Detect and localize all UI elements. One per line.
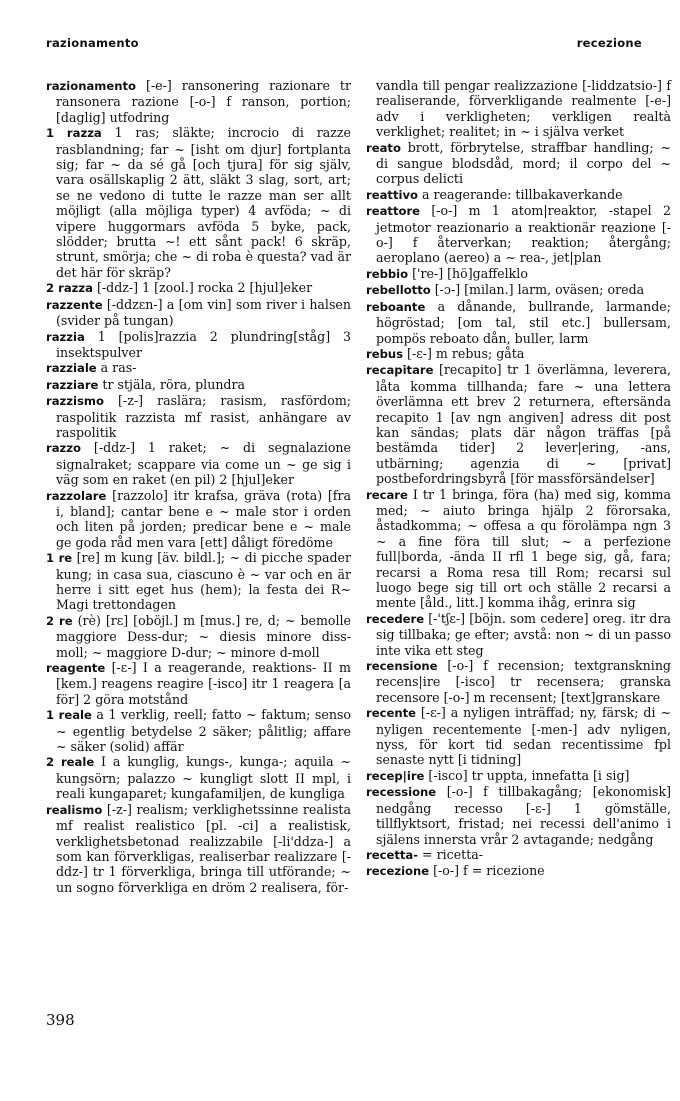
- entry-definition: [-isco] tr uppta, innefatta [i sig]: [424, 767, 630, 783]
- entry-headword: recezione: [366, 864, 430, 879]
- entry-headword: 1 reale: [46, 708, 92, 723]
- dictionary-entry: [46, 329, 351, 361]
- entry-definition: a reagerande: tillbakaverkande: [418, 186, 623, 202]
- dictionary-entry: [366, 187, 671, 203]
- dictionary-entry: [46, 125, 351, 280]
- left-column: [46, 78, 351, 895]
- entry-definition: I tr 1 bringa, föra (ha) med sig, komma med; ~ aiuto bringa hjälp 2 förorsaka, åstadkomma; ~ offesa a qu förolämpa ngn 3 ~ a fine föra till slut; ~ a perfezione full|borda, -ända II rfl 1 bege sig, gå, fara; recarsi a Roma resa till Rom; recarsi sul luogo bege sig till ort och ställe 2 recarsi a mente [åld., litt.] komma ihåg, erinra sig: [376, 486, 671, 611]
- entry-definition: [-o-] f = ricezione: [429, 863, 545, 879]
- entry-definition: [razzolo] itr krafsa, gräva (rota) [fra i, bland]; cantar bene e ~ male stor i orden och liten på jorden; predicar bene e ~ male ge goda råd men vara [ett] dåligt föredöme: [56, 487, 351, 550]
- dictionary-entry: [366, 203, 671, 266]
- entry-headword: recente: [366, 706, 416, 721]
- dictionary-entry: [46, 707, 351, 754]
- entry-definition: a 1 verklig, reell; fatto ~ faktum; senso ~ egentlig betydelse 2 säker; pålitlig; affare ~ säker (solid) affär: [56, 707, 351, 755]
- entry-headword: razziale: [46, 361, 97, 376]
- dictionary-entry: [366, 346, 671, 362]
- entry-headword: razzolare: [46, 488, 107, 503]
- entry-definition: [-o-] f tillbakagång; [ekonomisk] nedgång recesso [-ɛ-] 1 gömställe, tillflyktsort, fristad; nei recessi dell'animo i själens innersta vrår 2 avtagande; nedgång: [376, 784, 671, 847]
- entry-headword: razziare: [46, 377, 99, 392]
- entry-definition: [-e-] ransonering razionare tr ransonera razione [-o-] f ranson, portion; [daglig] utfodring: [56, 78, 351, 125]
- entry-definition: [-ɛ-] I a reagerande, reaktions- II m [kem.] reagens reagire [-isco] itr 1 reagera [a för] 2 göra motstånd: [56, 660, 351, 707]
- entry-definition: [-z-] realism; verklighetssinne realista mf realist realistico [pl. -ci] a realistisk, verklighetsbetonad realizzabile [-li'ddza-] a som kan förverkligas, realiserbar realizzare [-ddz-] tr 1 förverkliga, bringa till utförande; ~ un sogno förverkliga en dröm 2 realisera, för-: [56, 801, 351, 895]
- entry-headword: rebbio: [366, 266, 409, 281]
- dictionary-entry: [46, 393, 351, 440]
- entry-headword: 2 reale: [46, 755, 95, 770]
- entry-definition: [-ɛ-] m rebus; gåta: [403, 345, 525, 361]
- dictionary-entry: [46, 440, 351, 487]
- entry-definition: [-ddz-] 1 [zool.] rocka 2 [hjul]eker: [92, 280, 313, 296]
- dictionary-entry: [366, 863, 671, 879]
- entry-headword: rebellotto: [366, 283, 431, 298]
- dictionary-entry: [366, 611, 671, 658]
- entry-headword: recare: [366, 487, 408, 502]
- dictionary-entry: [46, 754, 351, 801]
- entry-headword: 2 re: [46, 613, 73, 628]
- dictionary-entry: [366, 658, 671, 705]
- entry-definition: [-ɔ-] [milan.] larm, oväsen; oreda: [430, 282, 645, 298]
- entry-headword: recapitare: [366, 363, 434, 378]
- entry-headword: razzo: [46, 441, 82, 456]
- entry-headword: reato: [366, 140, 401, 155]
- entry-headword: recessione: [366, 785, 437, 800]
- dictionary-entry: [46, 377, 351, 393]
- dictionary-entry: [46, 660, 351, 707]
- dictionary-entry: [46, 488, 351, 551]
- dictionary-entry: [366, 282, 671, 298]
- entry-headword: razzismo: [46, 394, 104, 409]
- running-header: [46, 36, 642, 50]
- entry-headword: reattivo: [366, 187, 418, 202]
- header-left-guideword: razionamento: [46, 36, 139, 50]
- dictionary-entry: [46, 550, 351, 613]
- entry-headword: realismo: [46, 802, 103, 817]
- dictionary-entry: [366, 847, 671, 863]
- entry-definition: (rè) [rɛ] [oböjl.] m [mus.] re, d; ~ bemolle maggiore Dess-dur; ~ diesis minore diss-moll; ~ maggiore D-dur; ~ minore d-moll: [56, 612, 352, 660]
- entry-definition: tr stjäla, röra, plundra: [98, 376, 246, 392]
- entry-definition: 1 [polis]razzia 2 plundring[ståg] 3 insektspulver: [56, 328, 351, 360]
- entry-headword: 1 re: [46, 551, 73, 566]
- entry-headword: razzia: [46, 329, 85, 344]
- entry-definition: a ras-: [96, 360, 137, 376]
- dictionary-entry: [46, 78, 351, 125]
- entry-definition: [-ɛ-] a nyligen inträffad; ny, färsk; di ~ nyligen recentemente [-men-] adv nyligen, nyss, för kort tid sedan recentissime fpl senaste nytt [i tidning]: [376, 705, 671, 768]
- entry-headword: reboante: [366, 299, 426, 314]
- dictionary-entry: [366, 362, 671, 486]
- header-right-guideword: recezione: [576, 36, 642, 50]
- entry-definition: a dånande, bullrande, larmande; högröstad; [om tal, stil etc.] bullersam, pompös reboato dån, buller, larm: [376, 298, 671, 346]
- entry-headword: recep|ire: [366, 768, 425, 783]
- dictionary-entry: [366, 266, 671, 282]
- entry-definition: = ricetta-: [418, 846, 484, 862]
- entry-definition: [-'tʃɛ-] [böjn. som cedere] oreg. itr dra sig tillbaka; ge efter; avstå: non ~ di un passo inte vika ett steg: [376, 610, 671, 658]
- dictionary-entry: [46, 360, 351, 376]
- dictionary-entry: [46, 802, 351, 895]
- dictionary-entry: [366, 487, 671, 611]
- entry-headword: razionamento: [46, 79, 137, 93]
- page-number: 398: [46, 1011, 75, 1029]
- entry-headword: rebus: [366, 346, 404, 361]
- entry-headword: razzente: [46, 297, 103, 312]
- entry-headword: recedere: [366, 611, 425, 626]
- dictionary-entry: [46, 280, 351, 296]
- entry-headword: reagente: [46, 661, 106, 676]
- entry-headword: recetta-: [366, 847, 419, 862]
- right-column: [366, 78, 671, 880]
- entry-definition: [-ddzɛn-] a [om vin] som river i halsen (svider på tungan): [56, 296, 351, 329]
- dictionary-entry: [366, 140, 671, 187]
- entry-definition: [-o-] f recension; textgranskning recens|ire [-isco] tr recensera; granska recensore [-o-] m recensent; [text]granskare: [376, 658, 671, 705]
- entry-definition: [recapito] tr 1 överlämna, leverera, låta komma tillhanda; fare ~ una lettera överlämna ett brev 2 returnera, eftersända recapito 1 [av ngn angiven] adress dit post kan sändas; plats där någon träffas [på bestämda tider] 2 lever|ering, -ans, utbärning; agenzia di ~ [privat] postbefordringsbyrå [för massförsändelser]: [376, 362, 671, 487]
- entry-definition: ['re-] [hö]gaffelklo: [408, 265, 528, 281]
- dictionary-entry: [366, 768, 671, 784]
- entry-headword: reattore: [366, 204, 421, 219]
- entry-definition: [-z-] raslära; rasism, rasfördom; raspolitik razzista mf rasist, anhängare av raspolitik: [56, 393, 351, 440]
- dictionary-entry: [366, 705, 671, 768]
- entry-definition: 1 ras; släkte; incrocio di razze rasblandning; far ~ [isht om djur] fortplanta sig; far ~ da sé gå [och tjura] för sig själv, vara osällskaplig 2 ätt, släkt 3 slag, sort, art; se ne vedono di tutte le razze man ser allt möjligt (alla möjliga typer) 4 avföda; ~ di vipere huggormars avföda 5 byke, pack, slödder; brutta ~! ett sånt pack! 6 skräp, strunt, smörja; che ~ di roba è questa? vad är det här för skräp?: [56, 125, 351, 280]
- entry-headword: 1 razza: [46, 126, 102, 141]
- entry-definition: I a kunglig, kungs-, kunga-; aquila ~ kungsörn; palazzo ~ kungligt slott II mpl, i reali kungaparet; kungafamiljen, de kungliga: [56, 754, 351, 802]
- entry-headword: 2 razza: [46, 281, 93, 296]
- dictionary-entry: [46, 613, 351, 660]
- dictionary-entry: [366, 299, 671, 346]
- entry-definition: [re] m kung [äv. bildl.]; ~ di picche spader kung; in casa sua, ciascuno è ~ var och en är herre i sitt eget hus (hem); la festa dei R~ Magi trettondagen: [56, 550, 351, 613]
- entry-definition: [-o-] m 1 atom|reaktor, -stapel 2 jetmotor reazionario a reaktionär reazione [-o-] f återverkan; reaktion; återgång; aeroplano (aereo) a ~ rea-, jet|plan: [376, 203, 671, 266]
- dictionary-entry: [366, 784, 671, 847]
- dictionary-entry: [366, 78, 671, 140]
- dictionary-entry: [46, 297, 351, 329]
- entry-definition: [-ddz-] 1 raket; ~ di segnalazione signalraket; scappare via come un ~ ge sig i väg som en raket (en pil) 2 [hjul]eker: [56, 440, 351, 488]
- entry-definition: brott, förbrytelse, straffbar handling; ~ di sangue blodsdåd, mord; il corpo del ~ corpus delicti: [376, 139, 671, 187]
- entry-headword: recensione: [366, 659, 438, 674]
- entry-definition: vandla till pengar realizzazione [-liddzatsio-] f realiserande, förverkligande realmente [-e-] adv i verkligheten; verkligen realtà verklighet; realitet; in ~ i själva verket: [376, 78, 671, 140]
